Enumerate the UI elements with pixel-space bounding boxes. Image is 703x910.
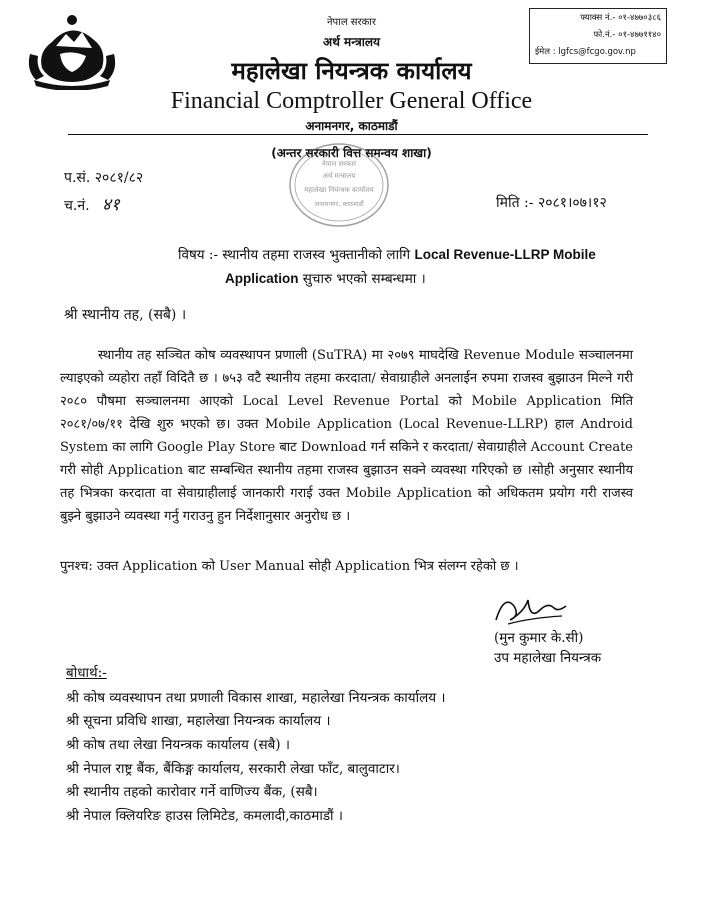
office-name-english: Financial Comptroller General Office (170, 88, 533, 114)
fax-number: फ्याक्स नं.- ०१-४७७०३८६ (580, 13, 661, 23)
postscript: पुनश्च: उक्त Application को User Manual सोही Application भित्र संलग्न रहेको छ । (60, 559, 519, 574)
stamp-line-1: नेपाल सरकार (321, 160, 357, 168)
office-name-nepali: महालेखा नियन्त्रक कार्यालय (231, 57, 472, 85)
stamp-line-2: अर्थ मन्त्रालय (322, 172, 356, 180)
section-name: (अन्तर सरकारी वित्त समन्वय शाखा) (271, 146, 432, 160)
header-divider (68, 134, 648, 135)
dispatch-number-row (64, 192, 120, 215)
stamp-line-3: महालेखा नियन्त्रक कार्यालय (304, 186, 374, 194)
office-stamp (288, 142, 390, 228)
handwritten-signature (490, 590, 570, 630)
cc-item: श्री सूचना प्रविधि शाखा, महालेखा नियन्त्रक कार्यालय । (66, 713, 331, 729)
cc-heading: बोधार्थ:- (66, 665, 107, 681)
body-paragraph: स्थानीय तह सञ्चित कोष व्यवस्थापन प्रणाली (SuTRA) मा २०७९ माघदेखि Revenue Module सञ्चालनमा ल्याइएको व्यहोरा तहाँ विदितै छ । ७५३ वटै स्थानीय तहमा करदाता/ सेवाग्राहीले अनलाईन रुपमा राजस्व बुझाउन मिल्ने गरी २०८० पौषमा सञ्चालनमा आएको Local Level Revenue Portal को Mobile Application मिति २०८१/०७/११ देखि शुरु भएको छ। उक्त Mobile Application (Local Revenue-LLRP) हाल Android System का लागि Google Play Store बाट Download गर्न सकिने र करदाता/ सेवाग्राहीले Account Create गरी सोही Application बाट सम्बन्धित स्थानीय तहमा राजस्व बुझाउन सक्ने व्यवस्था गरिएको छ ।सोही अनुसार स्थानीय तह भित्रका करदाता वा सेवाग्राहीलाई जानकारी गराई उक्त Mobile Application को अधिकतम प्रयोग गरी राजस्व बुझ्ने बुझाउने व्यवस्था गर्नु गराउनु हुन निर्देशानुसार अनुरोध छ । (60, 348, 633, 524)
phone-number: फो.नं.- ०१-४७७११४० (593, 30, 661, 40)
cc-item: श्री नेपाल क्लियरिङ हाउस लिमिटेड, कमलादी,काठमाडौं । (66, 808, 343, 824)
signatory-title: उप महालेखा नियन्त्रक (494, 650, 602, 666)
dispatch-label: च.नं. (64, 198, 90, 214)
signatory-name: (मुन कुमार के.सी) (494, 630, 584, 646)
subject-line-1: विषय :- स्थानीय तहमा राजस्व भुक्तानीको लागि Local Revenue-LLRP Mobile (178, 247, 596, 263)
email-address: ईमेल : lgfcs@fcgo.gov.np (535, 47, 636, 57)
office-address: अनामनगर, काठमाडौं (305, 119, 398, 133)
gov-line: नेपाल सरकार (327, 17, 376, 28)
cc-item: श्री स्थानीय तहको कारोवार गर्ने वाणिज्य बैंक, (सबै। (66, 784, 318, 800)
letter-date: मिति :- २०८१।०७।१२ (496, 195, 607, 211)
contact-box (529, 8, 667, 64)
cc-item: श्री कोष तथा लेखा नियन्त्रक कार्यालय (सबै) । (66, 737, 290, 753)
ministry-name: अर्थ मन्त्रालय (323, 35, 380, 49)
cc-item: श्री नेपाल राष्ट्र बैंक, बैंकिङ्ग कार्यालय, सरकारी लेखा फाँट, बालुवाटार। (66, 761, 400, 777)
stamp-line-4: अनामनगर, काठमाडौं (314, 200, 364, 208)
subject-line-2: Application सुचारु भएको सम्बन्धमा । (225, 271, 426, 287)
dispatch-number-handwritten: ४१ (102, 195, 120, 215)
recipient: श्री स्थानीय तह, (सबै) । (64, 307, 187, 323)
subject-block (178, 243, 658, 291)
cc-item: श्री कोष व्यवस्थापन तथा प्रणाली विकास शाखा, महालेखा नियन्त्रक कार्यालय । (66, 690, 446, 706)
letter-reference-number: प.सं. २०८१/८२ (64, 170, 144, 186)
